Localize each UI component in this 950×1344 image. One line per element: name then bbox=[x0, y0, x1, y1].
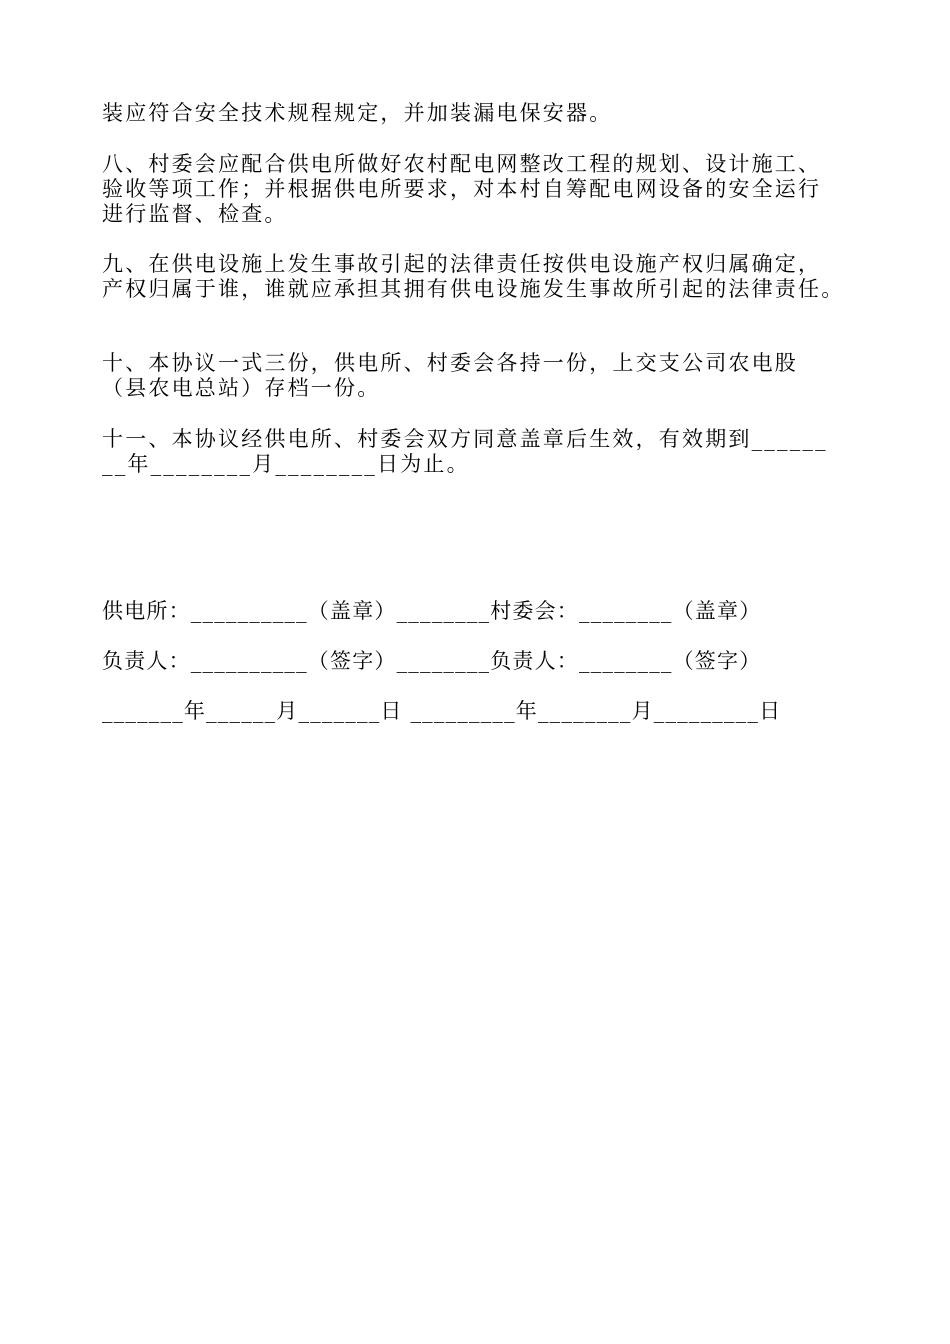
signature-row-date: _______年______月_______日 _________年________月_________日 bbox=[102, 699, 782, 723]
clause-10-line-1: 十、本协议一式三份，供电所、村委会各持一份，上交支公司农电股 bbox=[102, 351, 798, 375]
signature-row-seal: 供电所：__________（盖章）________村委会：________（盖章） bbox=[102, 599, 762, 623]
clause-9-line-1: 九、在供电设施上发生事故引起的法律责任按供电设施产权归属确定， bbox=[102, 252, 822, 276]
clause-7-tail: 装应符合安全技术规程规定，并加装漏电保安器。 bbox=[102, 101, 613, 125]
clause-9-line-2: 产权归属于谁，谁就应承担其拥有供电设施发生事故所引起的法律责任。 bbox=[102, 277, 845, 301]
clause-8-line-1: 八、村委会应配合供电所做好农村配电网整改工程的规划、设计施工、 bbox=[102, 152, 822, 176]
clause-11-line-1: 十一、本协议经供电所、村委会双方同意盖章后生效，有效期到______ bbox=[102, 427, 828, 451]
clause-8-line-2: 验收等项工作；并根据供电所要求，对本村自筹配电网设备的安全运行 bbox=[102, 177, 822, 201]
clause-8-line-3: 进行监督、检查。 bbox=[102, 202, 288, 226]
signature-row-responsible: 负责人：__________（签字）________负责人：________（签字） bbox=[102, 649, 762, 673]
clause-11-line-2: __年________月________日为止。 bbox=[102, 452, 470, 476]
clause-10-line-2: （县农电总站）存档一份。 bbox=[102, 376, 381, 400]
